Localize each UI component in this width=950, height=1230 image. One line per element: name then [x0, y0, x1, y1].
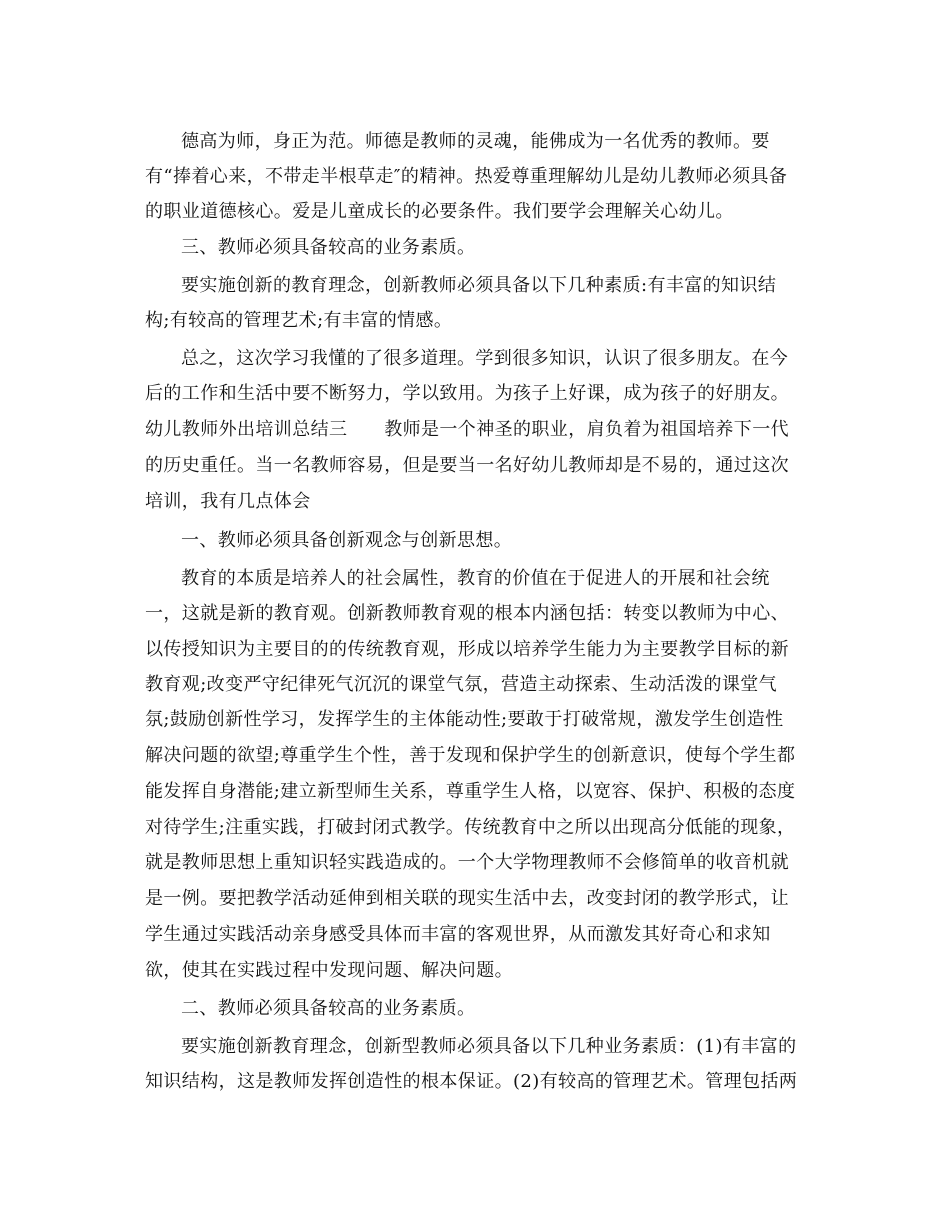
text-line: 能发挥自身潜能;建立新型师生关系，尊重学生人格，以宽容、保护、积极的态度 [145, 781, 796, 802]
text-line: 一、教师必须具备创新观念与创新思想。 [181, 530, 513, 551]
text-line: 就是教师思想上重知识轻实践造成的。一个大学物理教师不会修简单的收音机就 [145, 852, 789, 873]
text-line: 是一例。要把教学活动延伸到相关联的现实生活中去，改变封闭的教学形式，让 [145, 888, 789, 909]
text-line: 要实施创新教育理念，创新型教师必须具备以下几种业务素质：(1)有丰富的 [181, 1036, 797, 1057]
text-line: 构;有较高的管理艺术;有丰富的情感。 [145, 310, 453, 331]
text-line: 德高为师，身正为范。师德是教师的灵魂，能佛成为一名优秀的教师。要 [181, 131, 770, 152]
text-line: 解决问题的欲望;尊重学生个性，善于发现和保护学生的创新意识，使每个学生都 [145, 745, 796, 766]
text-line: 的历史重任。当一名教师容易，但是要当一名好幼儿教师却是不易的，通过这次 [145, 455, 789, 476]
text-line: 学生通过实践活动亲身感受具体而丰富的客观世界，从而激发其好奇心和求知 [145, 924, 771, 945]
text-line: 培训，我有几点体会 [145, 491, 311, 512]
text-line: 有“捧着心来，不带走半根草走″的精神。热爱尊重理解幼儿是幼儿教师必须具备 [145, 166, 788, 187]
text-line: 的职业道德核心。爱是儿童成长的必要条件。我们要学会理解关心幼儿。 [145, 201, 734, 222]
text-line: 欲，使其在实践过程中发现问题、解决问题。 [145, 960, 513, 981]
text-line: 三、教师必须具备较高的业务素质。 [181, 237, 476, 258]
text-line: 后的工作和生活中要不断努力，学以致用。为孩子上好课，成为孩子的好朋友。 [145, 383, 789, 404]
text-line: 对待学生;注重实践，打破封闭式教学。传统教育中之所以出现高分低能的现象， [145, 817, 796, 838]
text-line: 总之，这次学习我懂的了很多道理。学到很多知识，认识了很多朋友。在今 [181, 348, 789, 369]
text-line: 氛;鼓励创新性学习，发挥学生的主体能动性;要敢于打破常规，激发学生创造性 [145, 709, 784, 730]
text-line: 一，这就是新的教育观。创新教师教育观的根本内涵包括：转变以教师为中心、 [145, 603, 789, 624]
text-line: 幼儿教师外出培训总结三 教师是一个神圣的职业，肩负着为祖国培养下一代 [145, 419, 789, 440]
text-line: 二、教师必须具备较高的业务素质。 [181, 998, 476, 1019]
text-line: 以传授知识为主要目的的传统教育观，形成以培养学生能力为主要教学目标的新 [145, 639, 789, 660]
text-line: 要实施创新的教育理念，创新教师必须具备以下几种素质:有丰富的知识结 [181, 275, 777, 296]
text-line: 知识结构，这是教师发挥创造性的根本保证。(2)有较高的管理艺术。管理包括两 [145, 1071, 798, 1092]
text-line: 教育观;改变严守纪律死气沉沉的课堂气氛，营造主动探索、生动活泼的课堂气 [145, 674, 778, 695]
text-line: 教育的本质是培养人的社会属性，教育的价值在于促进人的开展和社会统 [181, 568, 770, 589]
